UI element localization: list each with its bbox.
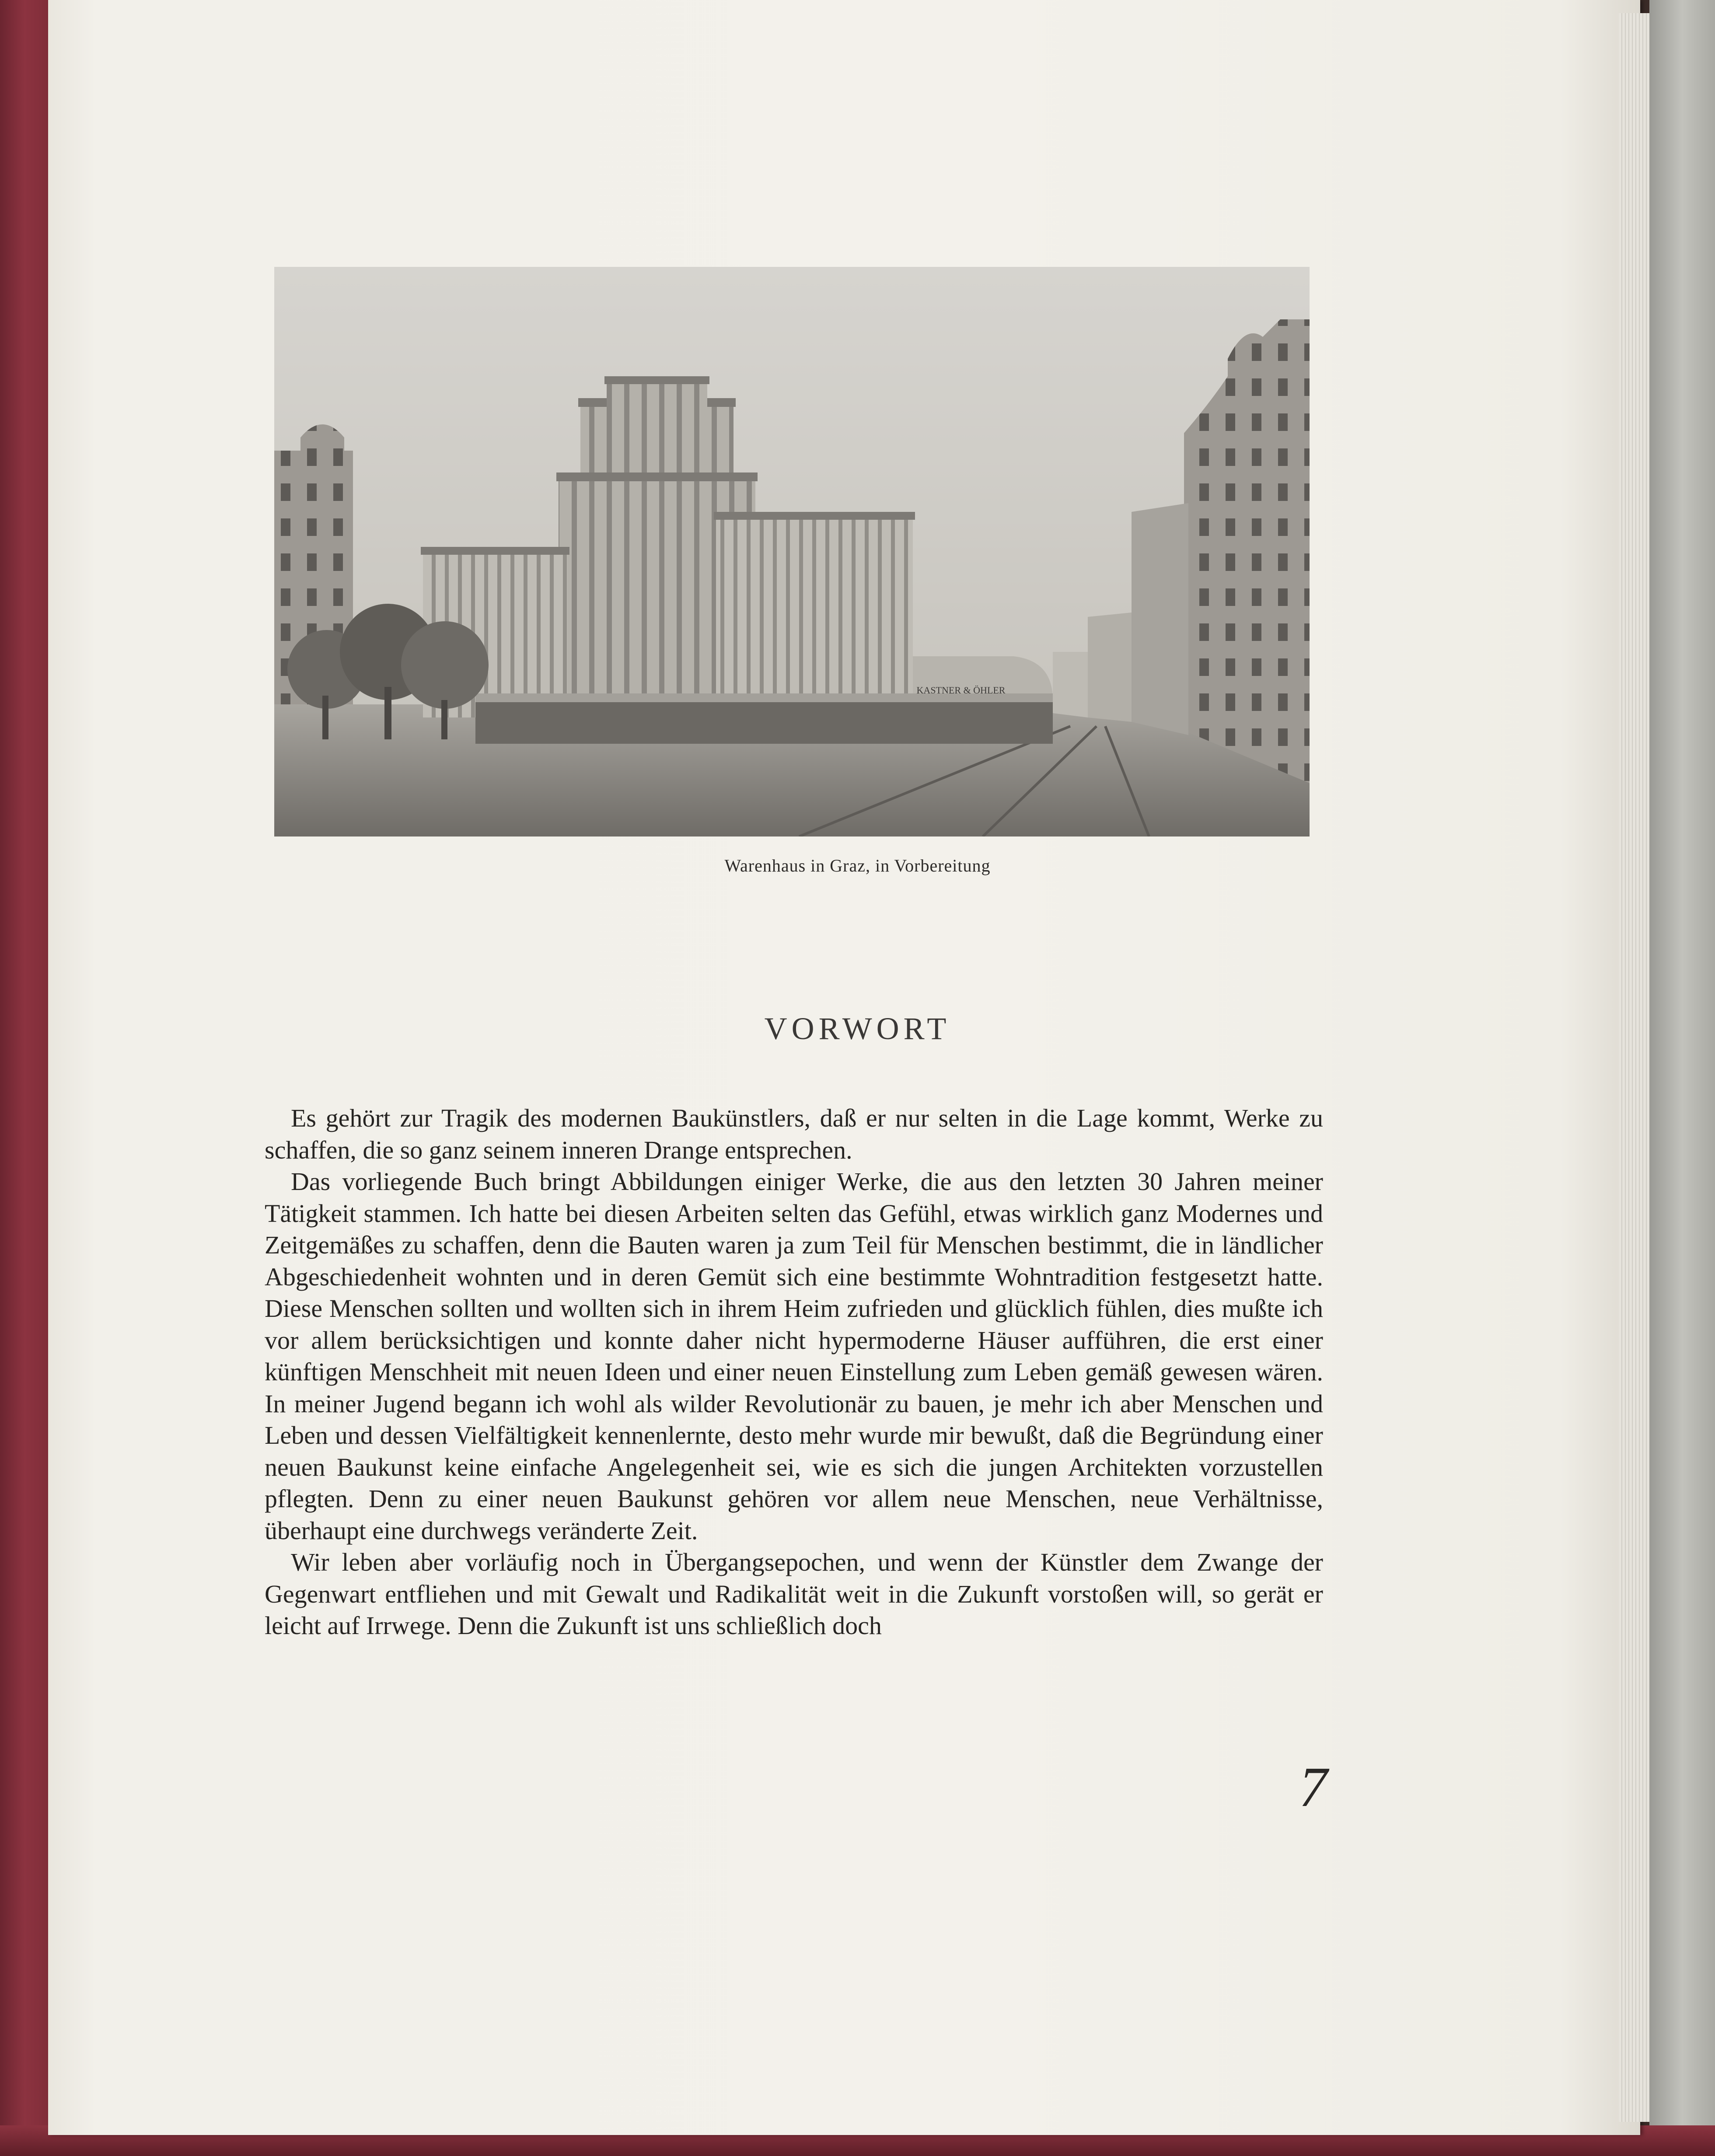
storefront-sign: KASTNER & ÖHLER (916, 685, 1006, 696)
page-block-edge (1619, 13, 1649, 2122)
illustration-drawing (274, 267, 1310, 836)
department-store-illustration (274, 267, 1310, 836)
paragraph: Wir leben aber vorläufig noch in Übergangsepochen, und wenn der Künstler dem Zwange der Gegenwart entfliehen und mit Gewalt und Radikalität weit in die Zukunft vorstoßen will, so gerät er leicht auf Irrwege. Denn die Zukunft ist uns schließlich doch (265, 1548, 1323, 1640)
paragraph: Es gehört zur Tragik des modernen Baukünstlers, daß er nur selten in die Lage kommt, Werke zu schaffen, die so ganz seinem inneren Drange entsprechen. (265, 1104, 1323, 1164)
book-cover-right-edge (1649, 0, 1715, 2156)
page-number: 7 (1299, 1756, 1327, 1819)
body-text (265, 1102, 1323, 1642)
section-heading: VORWORT (764, 1011, 951, 1046)
figure-caption: Warenhaus in Graz, in Vorbereitung (724, 856, 991, 875)
paragraph: Das vorliegende Buch bringt Abbildungen einiger Werke, die aus den letzten 30 Jahren meiner Tätigkeit stammen. Ich hatte bei diesen Arbeiten selten das Gefühl, etwas wirklich ganz Modernes und Zeitgemäßes zu schaffen, denn die Bauten waren ja zum Teil für Menschen bestimmt, die in ländlicher Abgeschiedenheit wohnten und in deren Gemüt sich eine bestimmte Wohntradition festgesetzt hatte. Diese Menschen sollten und wollten sich in ihrem Heim zufrieden und glücklich fühlen, dies mußte ich vor allem berücksichtigen und konnte daher nicht hypermoderne Häuser aufführen, die erst einer künftigen Menschheit mit neuen Ideen und einer neuen Einstellung zum Leben gemäß gewesen wären. In meiner Jugend begann ich wohl als wilder Revolutionär zu bauen, je mehr ich aber Menschen und Leben und dessen Vielfältigkeit kennenlernte, desto mehr wurde mir bewußt, daß die Begründung einer neuen Baukunst keine einfache Angelegenheit sei, wie es sich die jungen Architekten vorzustellen pflegten. Denn zu einer neuen Baukunst gehören vor allem neue Menschen, neue Verhältnisse, überhaupt eine durchwegs veränderte Zeit. (265, 1167, 1323, 1545)
